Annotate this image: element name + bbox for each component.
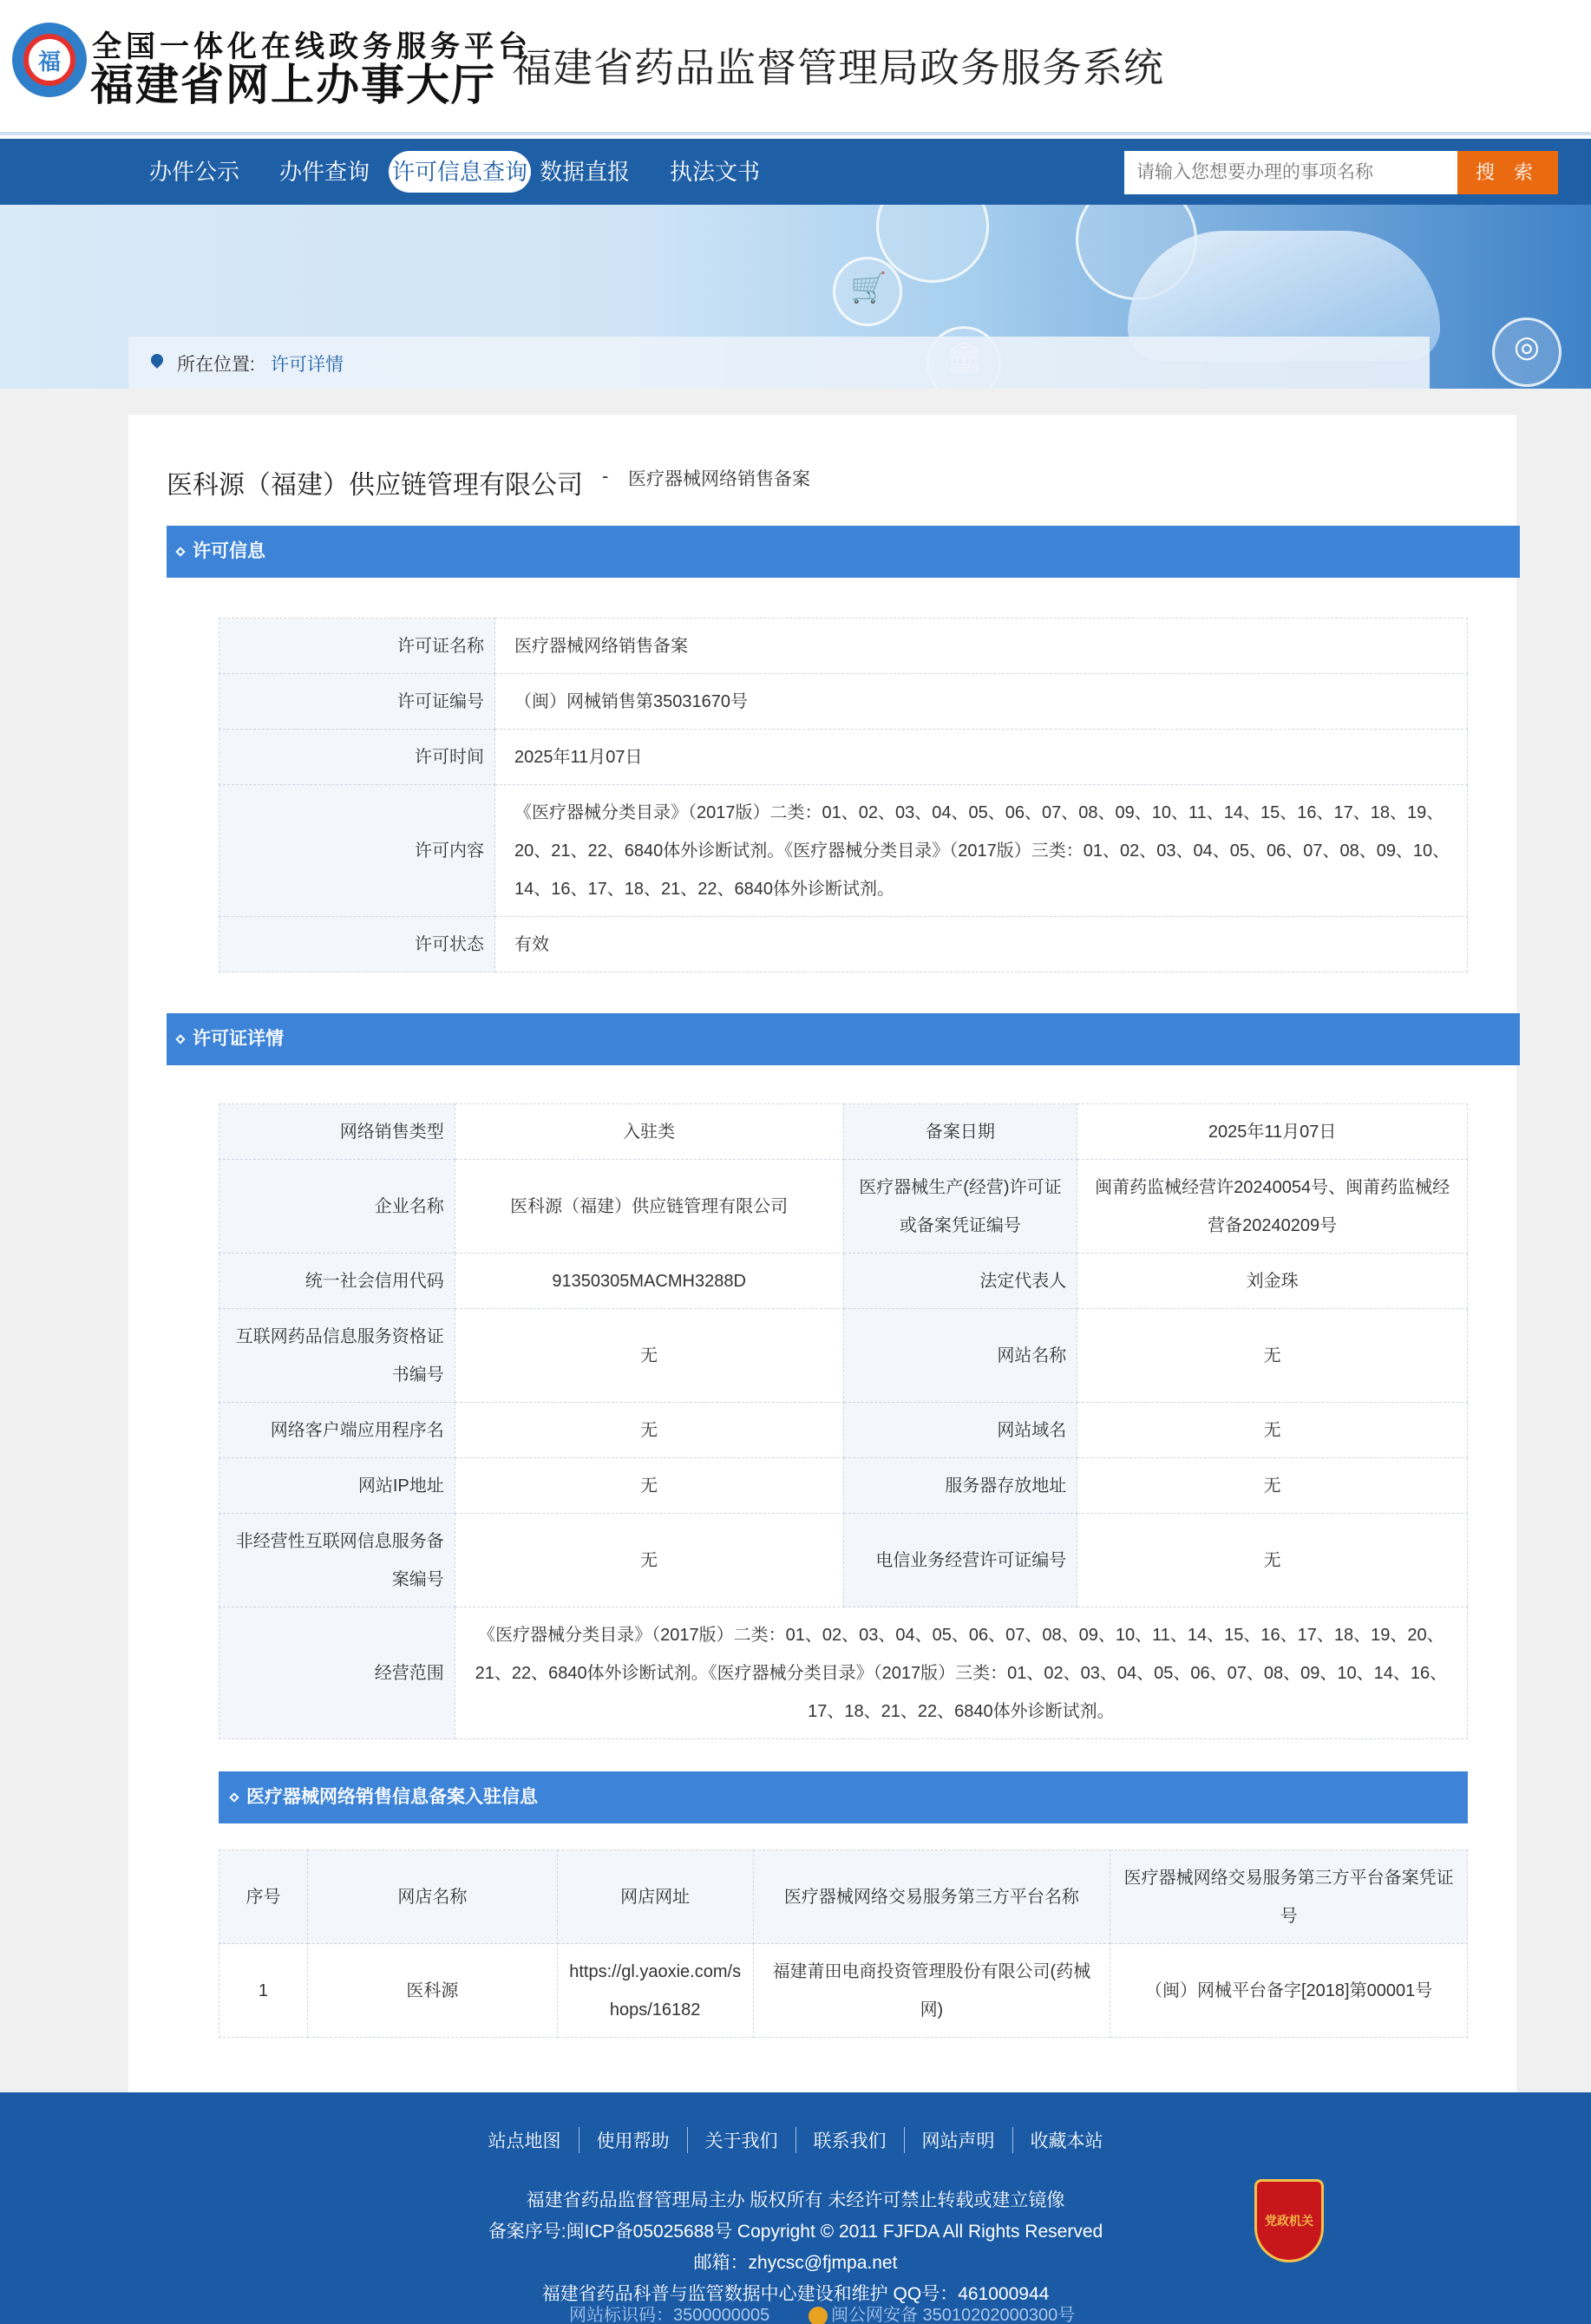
column-header: 医疗器械网络交易服务第三方平台备案凭证号 [1110, 1850, 1468, 1944]
cell-label: 统一社会信用代码 [219, 1254, 455, 1309]
row-value: 2025年11月07日 [495, 730, 1468, 785]
cell-value: 无 [1077, 1403, 1468, 1458]
nav-item-license-query[interactable]: 许可信息查询 [389, 151, 531, 193]
table-row [219, 619, 1468, 674]
nav-item-data-report[interactable]: 数据直报 [540, 159, 631, 185]
column-header: 网店名称 [307, 1850, 557, 1944]
row-label: 许可状态 [219, 917, 495, 972]
search-button[interactable]: 搜 索 [1457, 151, 1558, 194]
badge-label: 党政机关 [1265, 2214, 1313, 2228]
table-row [219, 917, 1468, 972]
cell-value: 无 [1077, 1514, 1468, 1607]
detail-card [128, 415, 1516, 2092]
footer-link-sitemap[interactable]: 站点地图 [471, 2127, 579, 2153]
table-row [219, 1254, 1468, 1309]
table-row [219, 1514, 1468, 1607]
column-header: 医疗器械网络交易服务第三方平台名称 [753, 1850, 1110, 1944]
nav-item-public-notice[interactable]: 办件公示 [149, 159, 240, 185]
section-store-info [219, 1771, 1468, 1823]
row-value: 医疗器械网络销售备案 [495, 619, 1468, 674]
section-title: 许可证详情 [193, 1029, 284, 1049]
safe-icon: ◎ [1514, 331, 1540, 363]
header-divider [0, 132, 1591, 135]
table-row [219, 674, 1468, 730]
site-header [0, 0, 1591, 139]
table-row [219, 730, 1468, 785]
table-row [219, 1309, 1468, 1403]
license-info-table [219, 618, 1468, 972]
cell-label: 电信业务经营许可证编号 [843, 1514, 1077, 1607]
cell-index: 1 [219, 1944, 308, 2038]
footer-maintainer: 福建省药品科普与监管数据中心建设和维护 QQ号：461000944 [541, 2284, 1050, 2304]
cell-label: 网站域名 [843, 1403, 1077, 1458]
breadcrumb [128, 337, 1430, 389]
cell-label: 服务器存放地址 [843, 1458, 1077, 1514]
system-title: 福建省药品监督管理局政务服务系统 [512, 45, 1164, 90]
section-title: 医疗器械网络销售信息备案入驻信息 [246, 1787, 538, 1807]
table-row [219, 1403, 1468, 1458]
section-license-info [167, 526, 1520, 578]
row-label: 许可时间 [219, 730, 495, 785]
site-footer [0, 2092, 1591, 2324]
row-value: 《医疗器械分类目录》（2017版）二类：01、02、03、04、05、06、07、08、09、10、11、14、15、16、17、18、19、20、21、22、6840体外诊断试剂。《医疗器械分类目录》（2017版）三类：01、02、03、04、05、06、07、08、09、10、14、16、17、18、21、22、6840体外诊断试剂。 [495, 785, 1468, 917]
table-row [219, 1944, 1468, 2038]
row-label: 许可证编号 [219, 674, 495, 730]
cell-value: 闽莆药监械经营许20240054号、闽莆药监械经营备20240209号 [1077, 1160, 1468, 1254]
cell-value: 刘金珠 [1077, 1254, 1468, 1309]
column-header: 序号 [219, 1850, 308, 1944]
table-row [219, 785, 1468, 917]
cell-value: 91350305MACMH3288D [455, 1254, 843, 1309]
cell-label: 企业名称 [219, 1160, 455, 1254]
cell-value: 《医疗器械分类目录》（2017版）二类：01、02、03、04、05、06、07、08、09、10、11、14、15、16、17、18、19、20、21、22、6840体外诊断试剂。《医疗器械分类目录》（2017版）三类：01、02、03、04、05、06、07、08、09、10、14、16、17、18、21、22、6840体外诊断试剂。 [455, 1607, 1467, 1739]
footer-link-help[interactable]: 使用帮助 [579, 2127, 688, 2153]
cell-value: 无 [455, 1309, 843, 1403]
table-row [219, 1160, 1468, 1254]
cell-value: 无 [455, 1403, 843, 1458]
footer-link-bookmark[interactable]: 收藏本站 [1030, 2131, 1103, 2151]
cart-icon: 🛒 [850, 272, 887, 304]
breadcrumb-label: 所在位置: [177, 355, 255, 375]
footer-icp: 备案序号:闽ICP备05025688号 Copyright © 2011 FJFDA All Rights Reserved [488, 2222, 1103, 2242]
section-title: 许可信息 [193, 541, 265, 561]
cell-store-url[interactable]: https://gl.yaoxie.com/shops/16182 [557, 1944, 753, 2038]
nav-item-case-query[interactable]: 办件查询 [279, 159, 370, 185]
footer-site-id: 网站标识码：3500000005 [569, 2306, 770, 2324]
cell-label: 网络销售类型 [219, 1104, 455, 1160]
search-input[interactable] [1124, 151, 1457, 194]
cell-label: 法定代表人 [843, 1254, 1077, 1309]
company-name-title: 医科源（福建）供应链管理有限公司 [167, 471, 583, 500]
diamond-icon [175, 547, 185, 557]
row-value: （闽）网械销售第35031670号 [495, 674, 1468, 730]
cell-platform-name: 福建莆田电商投资管理股份有限公司(药械网) [753, 1944, 1110, 2038]
diamond-icon [175, 1035, 185, 1044]
platform-name: 全国一体化在线政务服务平台 [92, 30, 532, 63]
record-type-subtitle: 医疗器械网络销售备案 [628, 469, 810, 489]
table-row [219, 1458, 1468, 1514]
location-pin-icon [148, 351, 166, 369]
row-label: 许可内容 [219, 785, 495, 917]
cell-value: 无 [1077, 1458, 1468, 1514]
cell-value: 2025年11月07日 [1077, 1104, 1468, 1160]
cell-label: 互联网药品信息服务资格证书编号 [219, 1309, 455, 1403]
platform-logo[interactable] [12, 23, 87, 97]
table-header-row [219, 1850, 1468, 1944]
cell-value: 医科源（福建）供应链管理有限公司 [455, 1160, 843, 1254]
footer-link-contact[interactable]: 联系我们 [796, 2127, 905, 2153]
cell-label: 经营范围 [219, 1607, 455, 1739]
cell-value: 无 [455, 1514, 843, 1607]
cell-label: 备案日期 [843, 1104, 1077, 1160]
section-cert-detail [167, 1013, 1520, 1065]
cell-platform-record: （闽）网械平台备字[2018]第00001号 [1110, 1944, 1468, 2038]
footer-links [0, 2127, 1591, 2153]
footer-police-record[interactable] [809, 2301, 1075, 2324]
cell-label: 医疗器械生产(经营)许可证或备案凭证编号 [843, 1160, 1077, 1254]
nav-item-enforcement-docs[interactable]: 执法文书 [670, 159, 761, 185]
store-info-table [219, 1849, 1468, 2038]
cell-label: 网站名称 [843, 1309, 1077, 1403]
title-separator: - [602, 465, 609, 487]
table-row [219, 1104, 1468, 1160]
platform-hall-name: 福建省网上办事大厅 [90, 61, 496, 109]
diamond-icon [229, 1793, 239, 1803]
cell-value: 无 [455, 1458, 843, 1514]
cell-label: 网络客户端应用程序名 [219, 1403, 455, 1458]
party-gov-badge-icon[interactable] [1254, 2179, 1324, 2262]
row-label: 许可证名称 [219, 619, 495, 674]
cell-label: 非经营性互联网信息服务备案编号 [219, 1514, 455, 1607]
footer-link-about[interactable]: 关于我们 [688, 2127, 796, 2153]
cell-store-name: 医科源 [307, 1944, 557, 2038]
footer-link-statement[interactable]: 网站声明 [905, 2127, 1013, 2153]
cell-value: 无 [1077, 1309, 1468, 1403]
table-row [219, 1607, 1468, 1739]
police-badge-icon [809, 2307, 828, 2324]
cert-detail-table [219, 1103, 1468, 1739]
police-record-text: 闽公网安备 35010202000300号 [831, 2306, 1076, 2324]
column-header: 网店网址 [557, 1850, 753, 1944]
cell-label: 网站IP地址 [219, 1458, 455, 1514]
row-value: 有效 [495, 917, 1468, 972]
breadcrumb-current-link[interactable]: 许可详情 [271, 355, 344, 375]
cell-value: 入驻类 [455, 1104, 843, 1160]
hero-banner [0, 205, 1591, 389]
main-nav [0, 139, 1591, 205]
footer-copyright: 福建省药品监督管理局主办 版权所有 未经许可禁止转载或建立镜像 [526, 2190, 1065, 2210]
logo-emblem-icon: 福 [23, 34, 75, 86]
footer-email: 邮箱：zhycsc@fjmpa.net [693, 2253, 898, 2273]
